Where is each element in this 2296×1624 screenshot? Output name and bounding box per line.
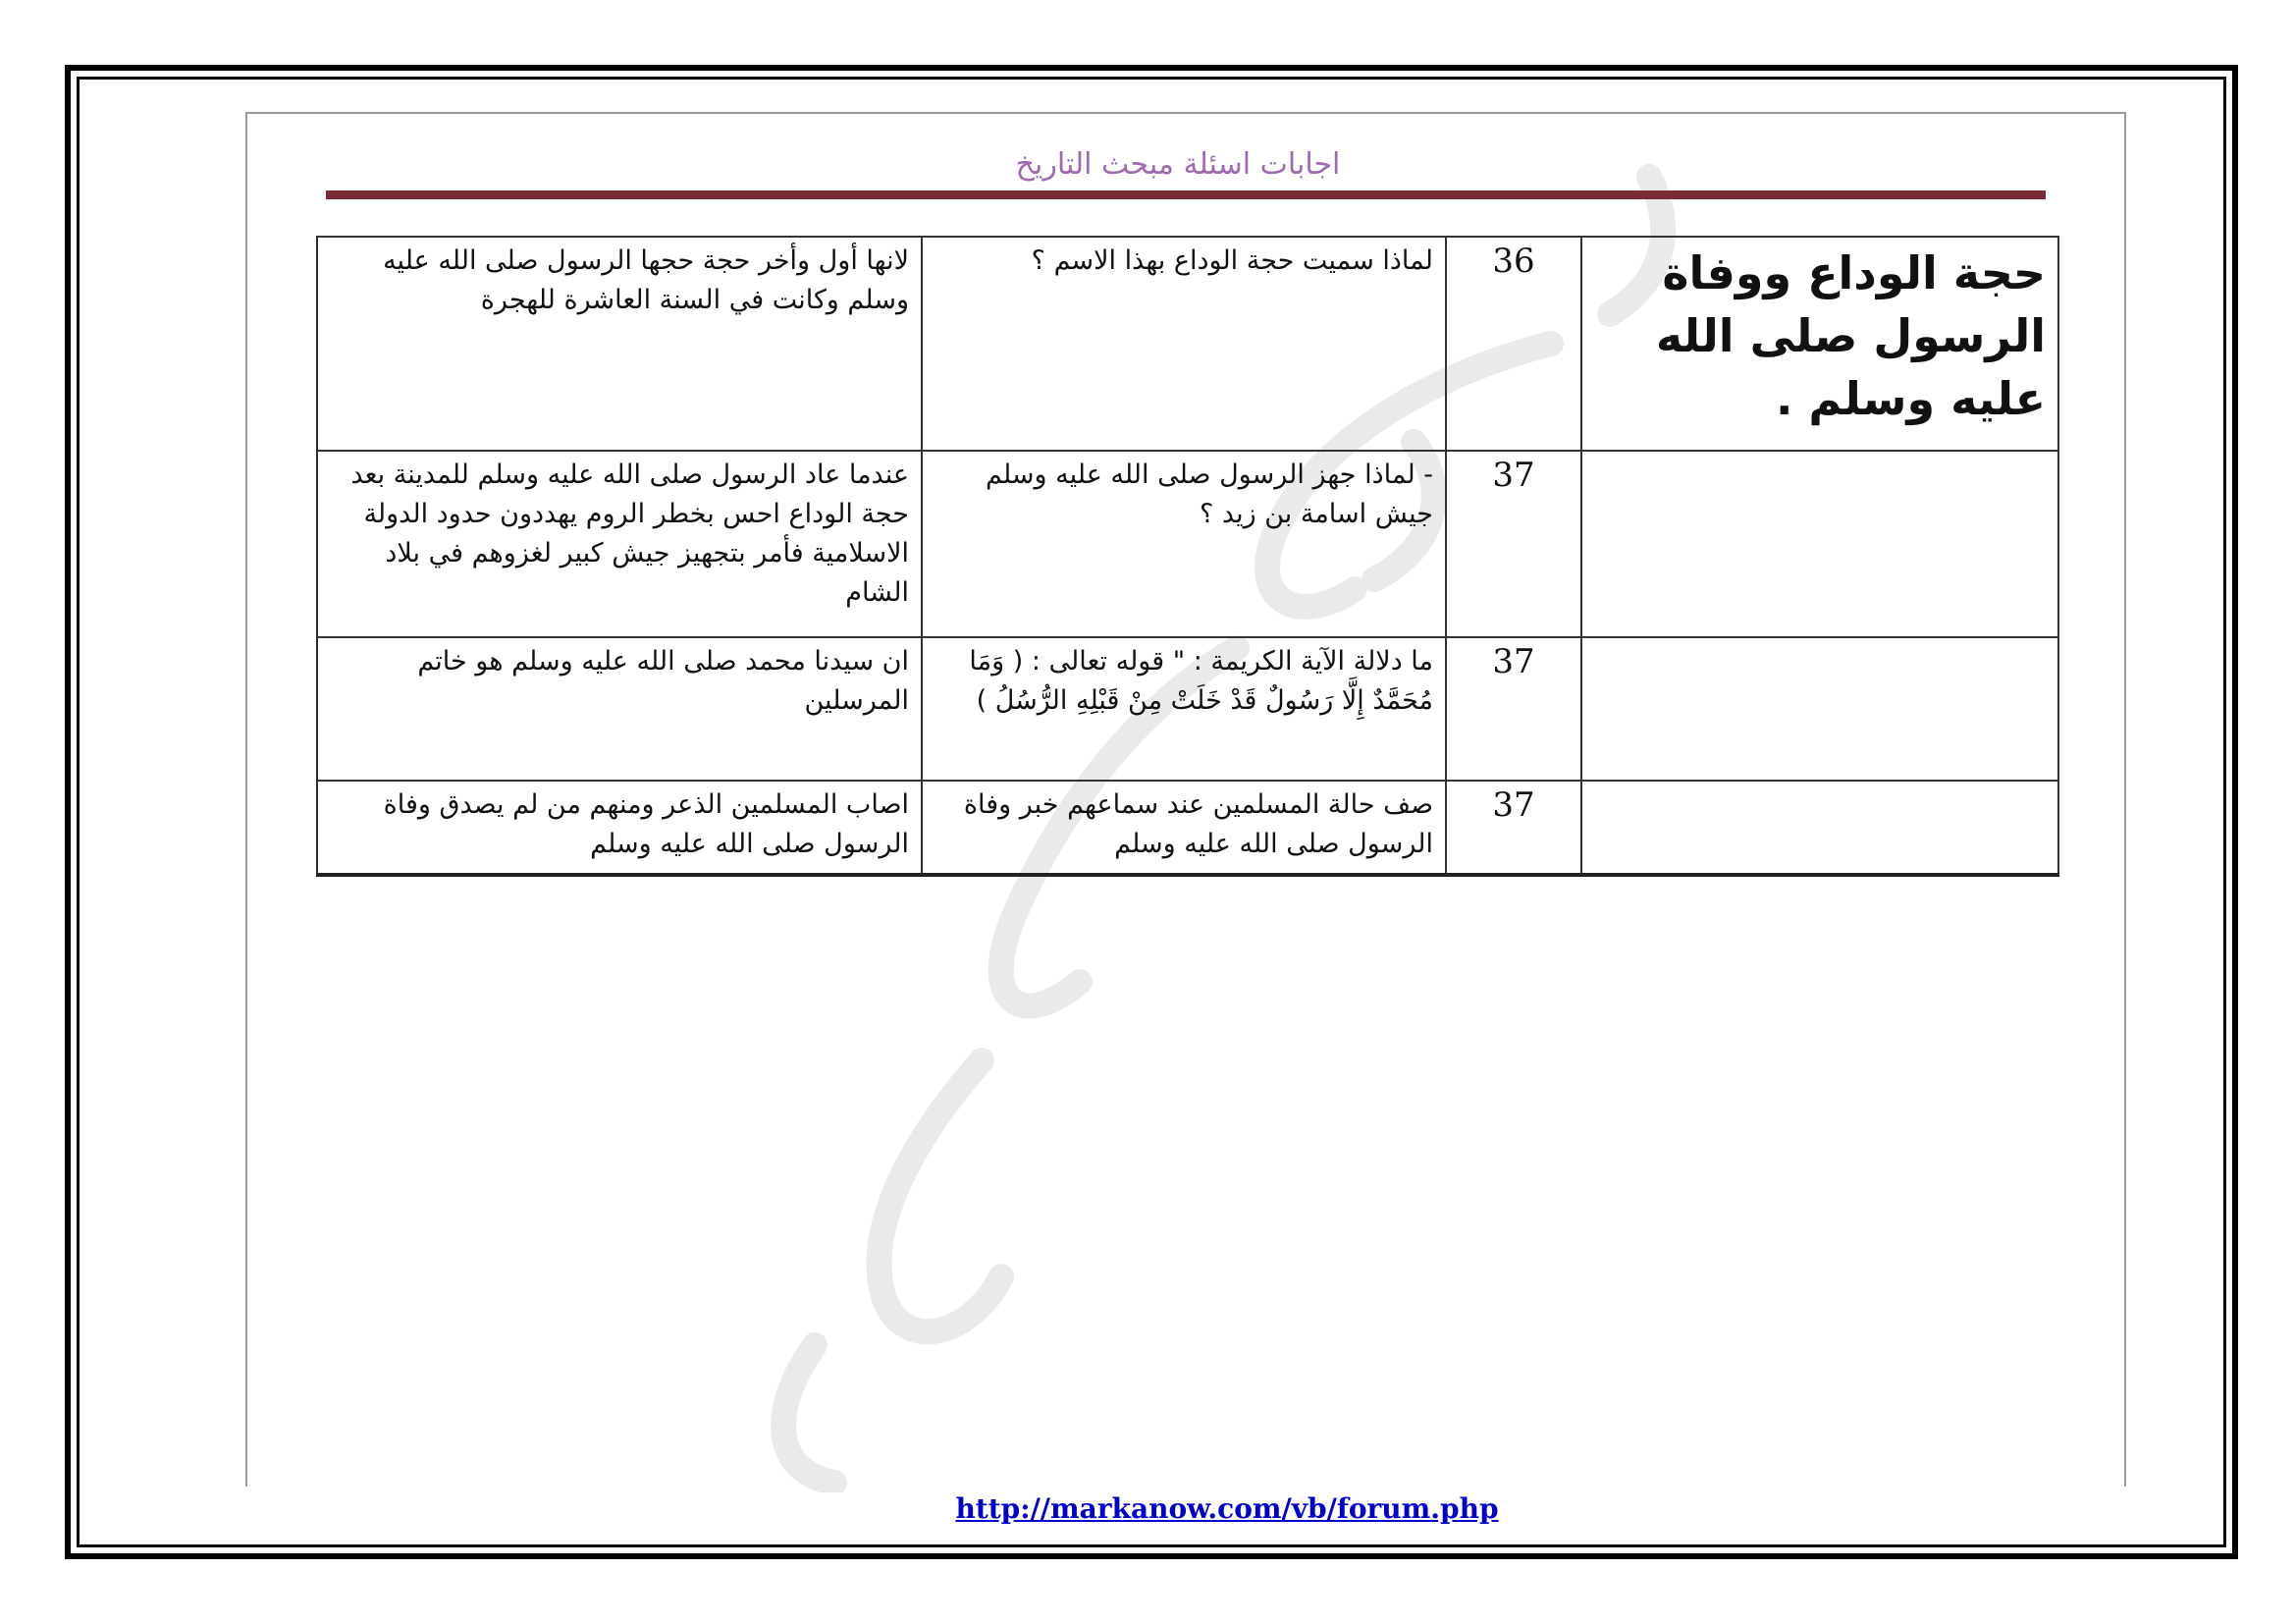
qa-table (316, 236, 2059, 877)
question-number: 37 (1446, 637, 1581, 781)
page-header-title: اجابات اسئلة مبحث التاريخ (1015, 147, 1341, 182)
answer-cell: اصاب المسلمين الذعر ومنهم من لم يصدق وفاة الرسول صلى الله عليه وسلم (317, 781, 922, 875)
table-row (317, 237, 2058, 451)
answer-cell: لانها أول وأخر حجة حجها الرسول صلى الله عليه وسلم وكانت في السنة العاشرة للهجرة (317, 237, 922, 451)
topic-cell-empty (1581, 781, 2058, 875)
answer-cell: عندما عاد الرسول صلى الله عليه وسلم للمدينة بعد حجة الوداع احس بخطر الروم يهددون حدود الدولة الاسلامية فأمر بتجهيز جيش كبير لغزوهم في بلاد الشام (317, 451, 922, 637)
question-cell: صف حالة المسلمين عند سماعهم خبر وفاة الرسول صلى الله عليه وسلم (922, 781, 1446, 875)
question-number: 36 (1446, 237, 1581, 451)
topic-cell: حجة الوداع ووفاة الرسول صلى الله عليه وسلم . (1581, 237, 2058, 451)
question-cell: ما دلالة الآية الكريمة : " قوله تعالى : ( وَمَا مُحَمَّدٌ إِلَّا رَسُولٌ قَدْ خَلَتْ مِنْ قَبْلِهِ الرُّسُلُ ) (922, 637, 1446, 781)
topic-cell-empty (1581, 637, 2058, 781)
question-cell: - لماذا جهز الرسول صلى الله عليه وسلم جيش اسامة بن زيد ؟ (922, 451, 1446, 637)
question-number: 37 (1446, 451, 1581, 637)
topic-cell-empty (1581, 451, 2058, 637)
table-row (317, 451, 2058, 637)
header-divider-bar (326, 190, 2046, 199)
question-number: 37 (1446, 781, 1581, 875)
table-row (317, 781, 2058, 875)
footer-forum-link[interactable]: http://markanow.com/vb/forum.php (955, 1492, 1499, 1525)
question-cell: لماذا سميت حجة الوداع بهذا الاسم ؟ (922, 237, 1446, 451)
table-row (317, 637, 2058, 781)
answer-cell: ان سيدنا محمد صلى الله عليه وسلم هو خاتم المرسلين (317, 637, 922, 781)
